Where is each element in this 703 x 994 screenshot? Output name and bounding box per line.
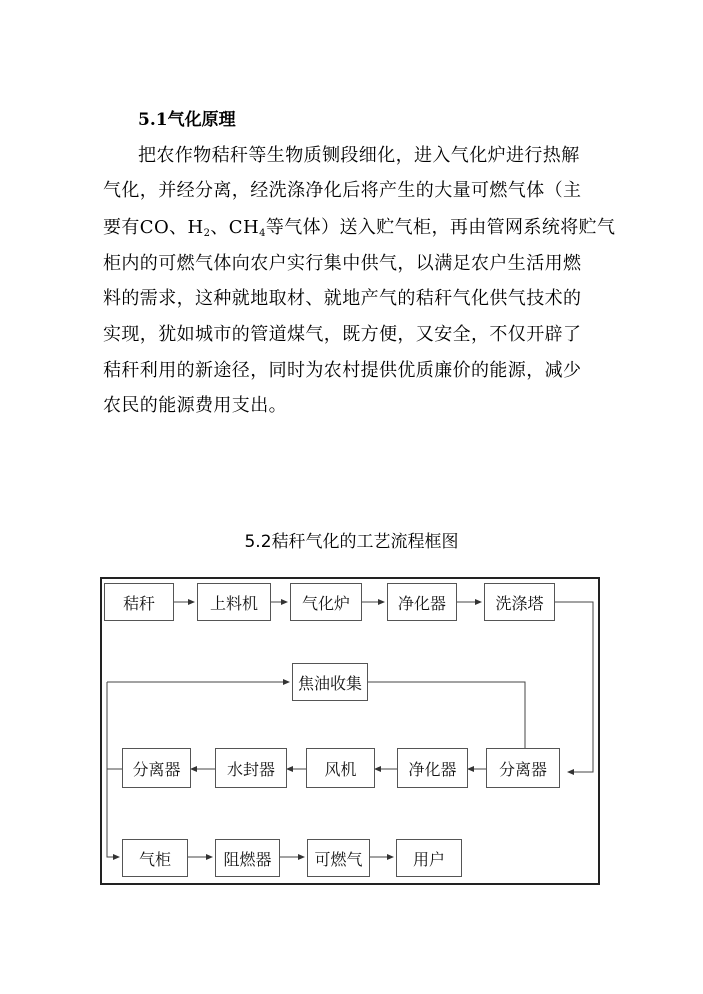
subscript: 4 [259, 228, 266, 239]
process-flow-diagram [100, 577, 601, 886]
box-purifier-2: 净化器 [397, 748, 468, 788]
arrow-scrubber-separator [555, 602, 593, 772]
text-segment: 等气体）送入贮气柜，再由管网系统将贮气 [265, 217, 616, 238]
paragraph-line [103, 216, 616, 240]
box-gasifier: 气化炉 [290, 583, 362, 621]
paragraph-line: 料的需求，这种就地取材、就地产气的秸秆气化供气技术的 [103, 288, 582, 309]
box-fuel-gas: 可燃气 [307, 839, 370, 877]
box-separator-1: 分离器 [122, 748, 191, 788]
box-fan: 风机 [306, 748, 375, 788]
paragraph-line: 实现，犹如城市的管道煤气，既方便，又安全，不仅开辟了 [103, 324, 582, 345]
text-segment: 要有CO、H [103, 217, 204, 238]
arrow-left-holder [107, 769, 119, 857]
box-scrubber: 洗涤塔 [484, 583, 555, 621]
box-flame-arrester: 阻燃器 [215, 839, 280, 877]
paragraph-line: 农民的能源费用支出。 [103, 395, 287, 416]
paragraph-line: 柜内的可燃气体向农户实行集中供气，以满足农户生活用燃 [103, 253, 582, 274]
section-heading: 5.1气化原理 [138, 110, 236, 130]
box-tar-collection: 焦油收集 [292, 663, 368, 701]
paragraph-line: 把农作物秸秆等生物质铡段细化，进入气化炉进行热解 [138, 145, 580, 166]
paragraph-line: 气化，并经分离，经洗涤净化后将产生的大量可燃气体（主 [103, 180, 582, 201]
box-water-seal: 水封器 [215, 748, 287, 788]
text-segment: 、CH [210, 217, 260, 238]
box-separator-2: 分离器 [486, 748, 560, 788]
box-purifier-1: 净化器 [387, 583, 457, 621]
paragraph-line: 秸秆利用的新途径，同时为农村提供优质廉价的能源，减少 [103, 360, 582, 381]
box-straw: 秸秆 [104, 583, 174, 621]
box-feeder: 上料机 [197, 583, 271, 621]
figure-title: 5.2秸秆气化的工艺流程框图 [244, 532, 459, 552]
box-gas-holder: 气柜 [122, 839, 188, 877]
line-separator-to-tar [368, 682, 525, 748]
subscript: 2 [203, 228, 211, 239]
box-user: 用户 [396, 839, 462, 877]
